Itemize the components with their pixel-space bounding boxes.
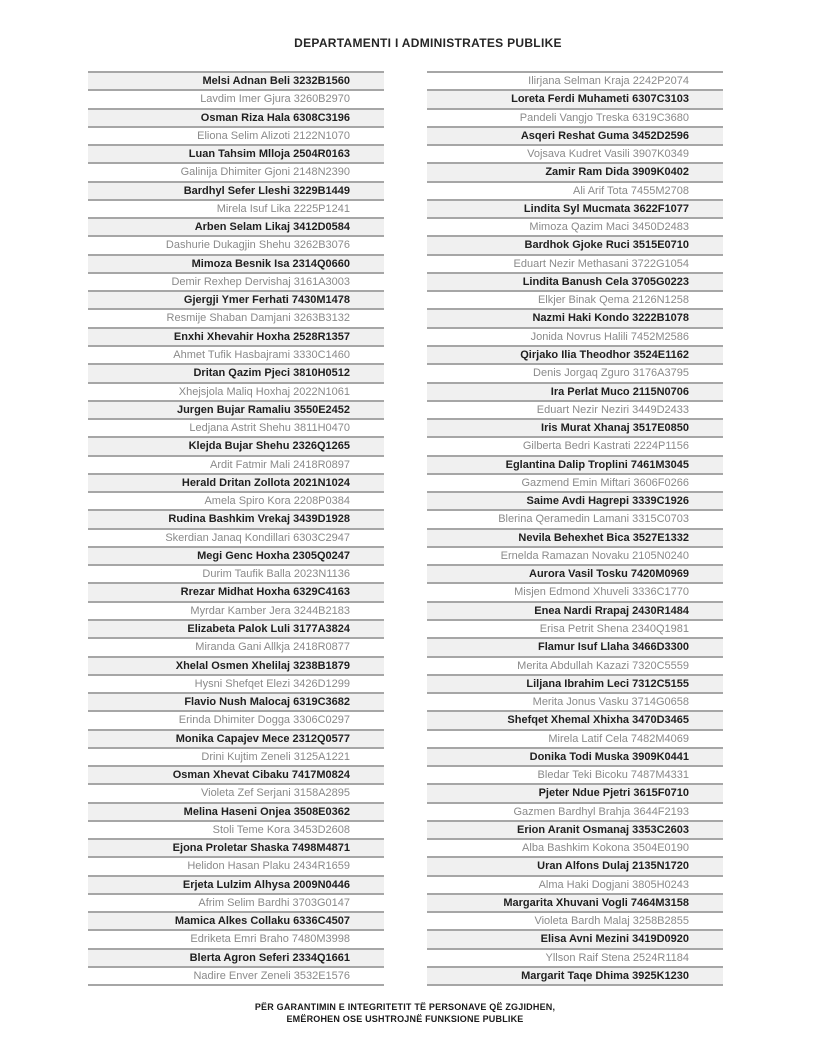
list-item: Aurora Vasil Tosku 7420M0969	[427, 564, 723, 582]
list-item: Pjeter Ndue Pjetri 3615F0710	[427, 783, 723, 801]
list-item: Luan Tahsim Mlloja 2504R0163	[88, 144, 384, 162]
list-item: Gilberta Bedri Kastrati 2224P1156	[427, 436, 723, 454]
footer-line-2: EMËROHEN OSE USHTROJNË FUNKSIONE PUBLIKE	[286, 1013, 524, 1024]
list-item: Ernelda Ramazan Novaku 2105N0240	[427, 546, 723, 564]
list-item: Hysni Shefqet Elezi 3426D1299	[88, 674, 384, 692]
list-item: Alba Bashkim Kokona 3504E0190	[427, 838, 723, 856]
list-item: Zamir Ram Dida 3909K0402	[427, 162, 723, 180]
list-item: Eglantina Dalip Troplini 7461M3045	[427, 455, 723, 473]
footer-line-1: PËR GARANTIMIN E INTEGRITETIT TË PERSONAVE QË ZGJIDHEN,	[254, 1002, 556, 1012]
list-item: Nevila Behexhet Bica 3527E1332	[427, 528, 723, 546]
list-item: Afrim Selim Bardhi 3703G0147	[88, 893, 384, 911]
list-item: Bardhyl Sefer Lleshi 3229B1449	[88, 181, 384, 199]
list-item: Loreta Ferdi Muhameti 6307C3103	[427, 89, 723, 107]
list-item: Drini Kujtim Zeneli 3125A1221	[88, 747, 384, 765]
list-item: Melina Haseni Onjea 3508E0362	[88, 802, 384, 820]
list-item: Enea Nardi Rrapaj 2430R1484	[427, 601, 723, 619]
list-item: Xhelal Osmen Xhelilaj 3238B1879	[88, 656, 384, 674]
list-item: Durim Taufik Balla 2023N1136	[88, 564, 384, 582]
list-item: Monika Capajev Mece 2312Q0577	[88, 729, 384, 747]
list-item: Blerta Agron Seferi 2334Q1661	[88, 948, 384, 966]
list-item: Ira Perlat Muco 2115N0706	[427, 382, 723, 400]
list-item: Violeta Bardh Malaj 3258B2855	[427, 911, 723, 929]
list-item: Alma Haki Dogjani 3805H0243	[427, 875, 723, 893]
list-item: Violeta Zef Serjani 3158A2895	[88, 783, 384, 801]
list-item: Margarit Taqe Dhima 3925K1230	[427, 966, 723, 984]
list-item: Elizabeta Palok Luli 3177A3824	[88, 619, 384, 637]
list-item: Dashurie Dukagjin Shehu 3262B3076	[88, 235, 384, 253]
list-item: Margarita Xhuvani Vogli 7464M3158	[427, 893, 723, 911]
list-item: Blerina Qeramedin Lamani 3315C0703	[427, 509, 723, 527]
list-item: Gazmen Bardhyl Brahja 3644F2193	[427, 802, 723, 820]
list-item: Donika Todi Muska 3909K0441	[427, 747, 723, 765]
page-title: DEPARTAMENTI I ADMINISTRATES PUBLIKE	[294, 36, 562, 50]
list-item: Misjen Edmond Xhuveli 3336C1770	[427, 582, 723, 600]
list-item: Stoli Teme Kora 3453D2608	[88, 820, 384, 838]
list-item: Shefqet Xhemal Xhixha 3470D3465	[427, 710, 723, 728]
list-item: Jurgen Bujar Ramaliu 3550E2452	[88, 400, 384, 418]
list-item: Bardhok Gjoke Ruci 3515E0710	[427, 235, 723, 253]
list-item: Arben Selam Likaj 3412D0584	[88, 217, 384, 235]
list-item: Ledjana Astrit Shehu 3811H0470	[88, 418, 384, 436]
list-item: Gazmend Emin Miftari 3606F0266	[427, 473, 723, 491]
names-column-right	[427, 71, 723, 986]
list-item: Jonida Novrus Halili 7452M2586	[427, 327, 723, 345]
list-item: Xhejsjola Maliq Hoxhaj 2022N1061	[88, 382, 384, 400]
list-item: Skerdian Janaq Kondillari 6303C2947	[88, 528, 384, 546]
list-item: Mirela Latif Cela 7482M4069	[427, 729, 723, 747]
list-item: Elisa Avni Mezini 3419D0920	[427, 929, 723, 947]
list-item: Eduart Nezir Neziri 3449D2433	[427, 400, 723, 418]
list-item: Eliona Selim Alizoti 2122N1070	[88, 126, 384, 144]
names-column-left	[88, 71, 384, 986]
list-item: Saime Avdi Hagrepi 3339C1926	[427, 491, 723, 509]
list-item: Pandeli Vangjo Treska 6319C3680	[427, 108, 723, 126]
list-item: Ilirjana Selman Kraja 2242P2074	[427, 71, 723, 89]
list-item: Miranda Gani Allkja 2418R0877	[88, 637, 384, 655]
list-item: Denis Jorgaq Zguro 3176A3795	[427, 363, 723, 381]
list-item: Edriketa Emri Braho 7480M3998	[88, 929, 384, 947]
list-item: Nazmi Haki Kondo 3222B1078	[427, 308, 723, 326]
list-item: Iris Murat Xhanaj 3517E0850	[427, 418, 723, 436]
list-item: Yllson Raif Stena 2524R1184	[427, 948, 723, 966]
list-item: Amela Spiro Kora 2208P0384	[88, 491, 384, 509]
list-item: Herald Dritan Zollota 2021N1024	[88, 473, 384, 491]
list-item: Eduart Nezir Methasani 3722G1054	[427, 254, 723, 272]
list-item: Merita Jonus Vasku 3714G0658	[427, 692, 723, 710]
list-item: Klejda Bujar Shehu 2326Q1265	[88, 436, 384, 454]
list-item: Mimoza Qazim Maci 3450D2483	[427, 217, 723, 235]
list-item: Uran Alfons Dulaj 2135N1720	[427, 856, 723, 874]
list-item: Mirela Isuf Lika 2225P1241	[88, 199, 384, 217]
list-item: Vojsava Kudret Vasili 3907K0349	[427, 144, 723, 162]
list-item: Helidon Hasan Plaku 2434R1659	[88, 856, 384, 874]
list-item: Myrdar Kamber Jera 3244B2183	[88, 601, 384, 619]
list-item: Elkjer Binak Qema 2126N1258	[427, 290, 723, 308]
list-item: Qirjako Ilia Theodhor 3524E1162	[427, 345, 723, 363]
list-item: Melsi Adnan Beli 3232B1560	[88, 71, 384, 89]
list-item: Ali Arif Tota 7455M2708	[427, 181, 723, 199]
list-item: Demir Rexhep Dervishaj 3161A3003	[88, 272, 384, 290]
list-item: Lindita Syl Mucmata 3622F1077	[427, 199, 723, 217]
list-item: Galinija Dhimiter Gjoni 2148N2390	[88, 162, 384, 180]
list-item: Rrezar Midhat Hoxha 6329C4163	[88, 582, 384, 600]
list-item: Erion Aranit Osmanaj 3353C2603	[427, 820, 723, 838]
list-item: Mamica Alkes Collaku 6336C4507	[88, 911, 384, 929]
list-item: Erisa Petrit Shena 2340Q1981	[427, 619, 723, 637]
list-item: Erinda Dhimiter Dogga 3306C0297	[88, 710, 384, 728]
list-item: Ahmet Tufik Hasbajrami 3330C1460	[88, 345, 384, 363]
list-item: Resmije Shaban Damjani 3263B3132	[88, 308, 384, 326]
list-item: Lindita Banush Cela 3705G0223	[427, 272, 723, 290]
list-item: Nadire Enver Zeneli 3532E1576	[88, 966, 384, 984]
list-item: Osman Riza Hala 6308C3196	[88, 108, 384, 126]
list-item: Asqeri Reshat Guma 3452D2596	[427, 126, 723, 144]
list-item: Flamur Isuf Llaha 3466D3300	[427, 637, 723, 655]
list-item: Ardit Fatmir Mali 2418R0897	[88, 455, 384, 473]
list-item: Bledar Teki Bicoku 7487M4331	[427, 765, 723, 783]
list-item: Liljana Ibrahim Leci 7312C5155	[427, 674, 723, 692]
list-item: Enxhi Xhevahir Hoxha 2528R1357	[88, 327, 384, 345]
list-item: Rudina Bashkim Vrekaj 3439D1928	[88, 509, 384, 527]
list-item: Merita Abdullah Kazazi 7320C5559	[427, 656, 723, 674]
list-item: Ejona Proletar Shaska 7498M4871	[88, 838, 384, 856]
list-item: Gjergji Ymer Ferhati 7430M1478	[88, 290, 384, 308]
footer-note	[48, 1002, 762, 1025]
list-item: Megi Genc Hoxha 2305Q0247	[88, 546, 384, 564]
list-item: Erjeta Lulzim Alhysa 2009N0446	[88, 875, 384, 893]
list-item: Mimoza Besnik Isa 2314Q0660	[88, 254, 384, 272]
list-item: Osman Xhevat Cibaku 7417M0824	[88, 765, 384, 783]
list-item: Lavdim Imer Gjura 3260B2970	[88, 89, 384, 107]
list-item: Flavio Nush Malocaj 6319C3682	[88, 692, 384, 710]
list-item: Dritan Qazim Pjeci 3810H0512	[88, 363, 384, 381]
